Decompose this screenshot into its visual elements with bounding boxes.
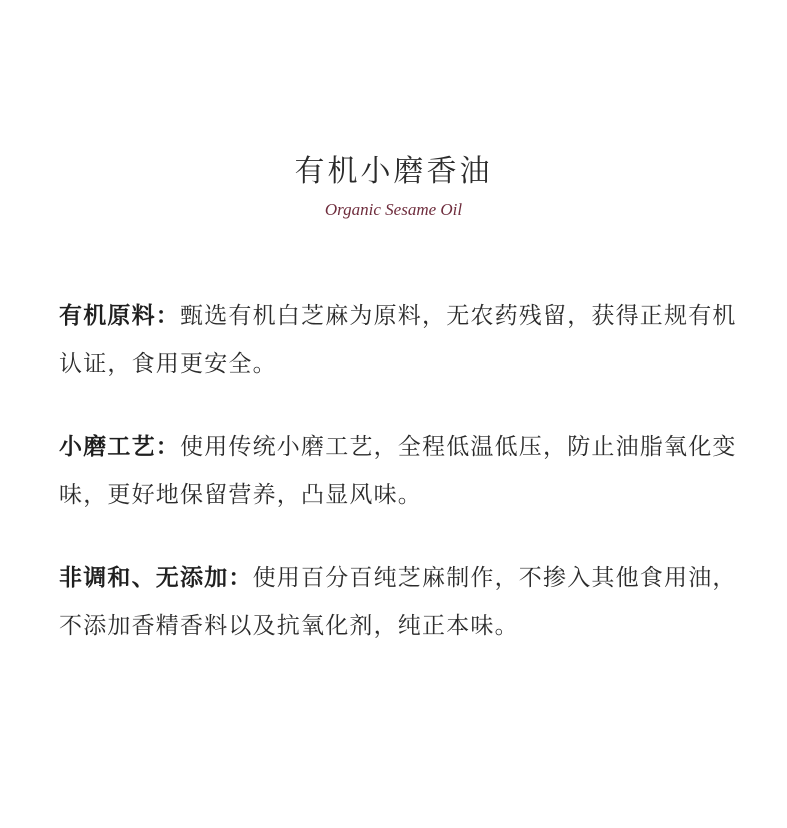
feature-label: 小磨工艺： [59, 434, 180, 460]
feature-label: 非调和、无添加： [59, 565, 253, 591]
title-block [0, 150, 787, 222]
feature-stone-grinding [59, 423, 739, 519]
feature-no-additives [59, 554, 739, 650]
feature-list [59, 292, 739, 685]
feature-text: 使用百分百纯芝麻制作，不掺入其他食用油，不添加香精香料以及抗氧化剂，纯正本味。 [59, 565, 737, 639]
feature-text: 甄选有机白芝麻为原料，无农药残留，获得正规有机认证，食用更安全。 [59, 303, 737, 377]
page-title: 有机小磨香油 [294, 154, 493, 189]
page-subtitle: Organic Sesame Oil [324, 200, 463, 219]
feature-label: 有机原料： [59, 303, 180, 329]
feature-text: 使用传统小磨工艺，全程低温低压，防止油脂氧化变味，更好地保留营养，凸显风味。 [59, 434, 737, 508]
feature-organic-ingredients [59, 292, 739, 388]
